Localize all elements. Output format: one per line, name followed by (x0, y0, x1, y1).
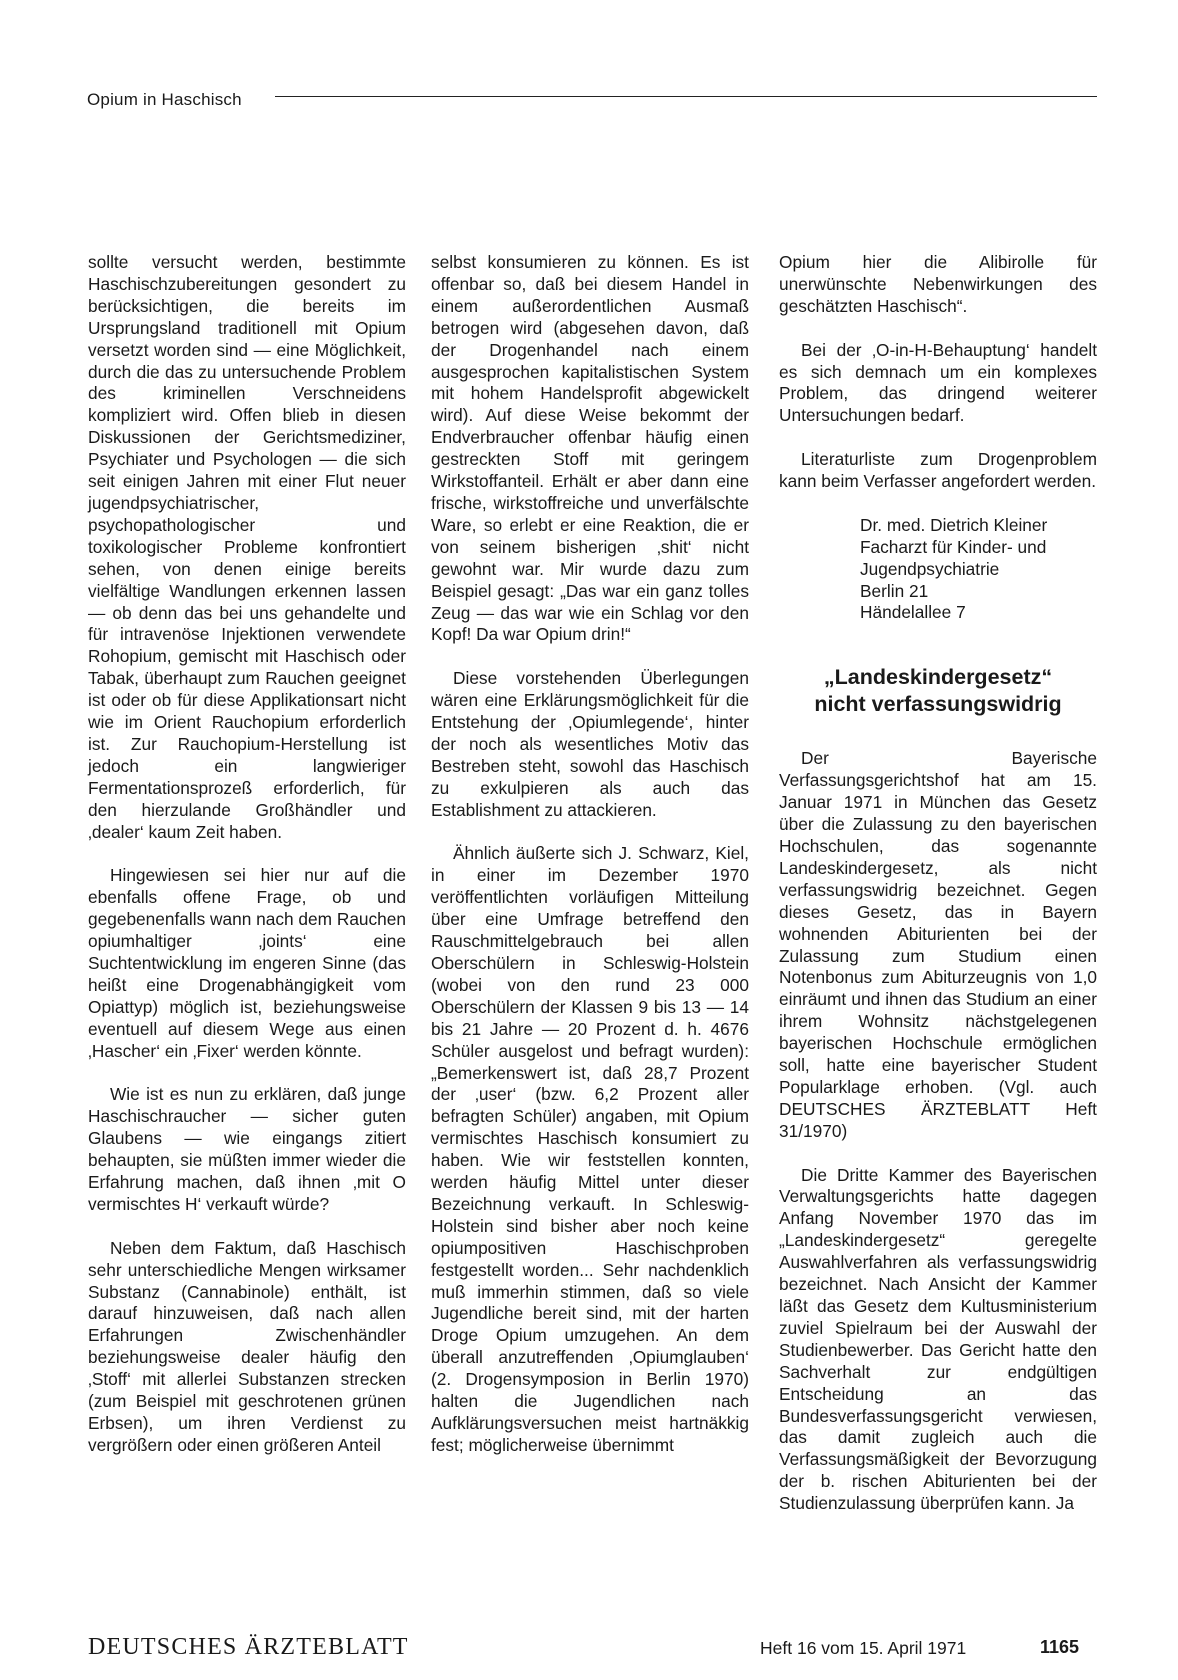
paragraph: Der Bayerische Verfassungsgerichtshof hat am 15. Januar 1971 in München das Gesetz über die Zulassung zu den bayerischen Hochschulen, das sogenannte Landeskindergesetz, als nicht verfassungswidrig bezeichnet. Gegen dieses Gesetz, das in Bayern wohnenden Abiturienten bei der Zulassung zum Studium einen Notenbonus zum Abiturzeugnis von 1,0 einräumt und ihnen das Studium an einer ihrem Wohnsitz nächstgelegenen bayerischen Hochschule ermöglichen soll, hatte eine bayerischer Student Popularklage erhoben. (Vgl. auch DEUTSCHES ÄRZTEBLATT Heft 31/1970) (779, 748, 1097, 1141)
text-column-2 (431, 252, 749, 1457)
paragraph: Bei der ‚O-in-H-Behauptung‘ handelt es sich demnach um ein komplexes Problem, das dringend weiterer Untersuchungen bedarf. (779, 339, 1097, 426)
headline-line: nicht verfassungswidrig (814, 692, 1062, 717)
signature-line: Dr. med. Dietrich Kleiner (860, 514, 1048, 535)
paragraph: Hingewiesen sei hier nur auf die ebenfalls offene Frage, ob und gegebenenfalls wann nach dem Rauchen opiumhaltiger ‚joints‘ eine Suchtentwicklung im engeren Sinne (das heißt eine Drogenabhängigkeit vom Opiattyp) möglich ist, beziehungsweise eventuell auf diesem Wege aus einen ‚Hascher‘ ein ‚Fixer‘ werden könnte. (88, 865, 407, 1061)
author-signature (860, 515, 1097, 625)
paragraph: Ähnlich äußerte sich J. Schwarz, Kiel, in einer im Dezember 1970 veröffentlichten vorläufigen Mitteilung über eine Umfrage betreffend den Rauschmittelgebrauch bei allen Oberschülern in Schleswig-Holstein (wobei von den rund 23 000 Oberschülern der Klassen 9 bis 13 — 14 bis 21 Jahre — 20 Prozent d. h. 4676 Schüler ausgelost und befragt wurden): „Bemerkenswert ist, daß 28,7 Prozent der ‚user‘ (bzw. 6,2 Prozent aller befragten Schüler) angaben, mit Opium vermischtes Haschisch konsumiert zu haben. Wie wir feststellen konnten, werden häufig Mittel unter dieser Bezeichnung verkauft. In Schleswig-Holstein sind bisher aber noch keine opiumpositiven Haschischproben festgestellt worden... Sehr nachdenklich muß immerhin stimmen, daß so viele Jugendliche bereit sind, mit der harten Droge Opium umzugehen. An dem überall anzutreffenden ‚Opiumglauben‘ (2. Drogensymposion in Berlin 1970) halten die Jugendlichen nach Aufklärungsversuchen meist hartnäkkig fest; möglicherweise übernimmt (431, 843, 749, 1455)
publication-name: DEUTSCHES ÄRZTEBLATT (88, 1634, 409, 1660)
article-headline (779, 664, 1097, 718)
signature-line: Facharzt für Kinder- und (860, 536, 1047, 557)
paragraph: Wie ist es nun zu erklären, daß junge Haschischraucher — sicher guten Glaubens — wie eingangs zitiert behaupten, sie müßten immer wieder die Erfahrung machen, daß ihnen ‚mit O vermischtes H‘ verkauft würde? (88, 1084, 406, 1214)
paragraph: Literaturliste zum Drogenproblem kann beim Verfasser angefordert werden. (779, 449, 1097, 492)
running-head: Opium in Haschisch (87, 90, 242, 109)
paragraph: selbst konsumieren zu können. Es ist offenbar so, daß bei diesem Handel in einem außerordentlichen Ausmaß betrogen wird (abgesehen davon, daß der Drogenhandel nach einem ausgesprochen kapitalistischen System mit hohem Handelsprofit abgewickelt wird). Auf diese Weise bekommt der Endverbraucher offenbar häufig einen gestreckten Stoff mit geringem Wirkstoffanteil. Erhält er aber dann eine frische, wirkstoffreiche und unverfälschte Ware, so erlebt er eine Reaktion, die er von seinem bisherigen ‚shit‘ nicht gewohnt war. Mir wurde dazu zum Beispiel gesagt: „Das war ein ganz tolles Zeug — das war wie ein Schlag vor den Kopf! Da war Opium drin!“ (431, 252, 749, 645)
signature-line: Händelallee 7 (860, 602, 966, 623)
paragraph: Die Dritte Kammer des Bayerischen Verwaltungsgerichts hatte dagegen Anfang November 1970 das im „Landeskindergesetz“ geregelte Auswahlverfahren als verfassungswidrig bezeichnet. Nach Ansicht der Kammer läßt das Gesetz dem Kultusministerium zuviel Spielraum bei der Auswahl der Studienbewerber. Das Gericht hatte den Sachverhalt zur endgültigen Entscheidung an das Bundesverfassungsgericht verwiesen, das damit zugleich auch die Verfassungsmäßigkeit der Bevorzugung der b. rischen Abiturienten bei der Studienzulassung überprüfen kann. Ja (779, 1164, 1097, 1514)
headline-line: „Landeskindergesetz“ (823, 665, 1053, 690)
paragraph: Opium hier die Alibirolle für unerwünschte Nebenwirkungen des geschätzten Haschisch“. (779, 252, 1097, 316)
text-column-1 (88, 252, 406, 1457)
text-column-3 (779, 252, 1097, 1515)
paragraph: sollte versucht werden, bestimmte Haschischzubereitungen gesondert zu berücksichtigen, die bereits im Ursprungsland traditionell mit Opium versetzt worden sind — eine Möglichkeit, durch die das zu untersuchende Problem des kriminellen Verschneidens kompliziert wird. Offen blieb in diesen Diskussionen der Gerichtsmediziner, Psychiater und Psychologen — die sich seit einigen Jahren mit einer Flut neuer jugendpsychiatrischer, psychopathologischer und toxikologischer Probleme konfrontiert sehen, von denen einige bereits vielfältige Wandlungen erkennen lassen — ob denn das bei uns gehandelte und für intravenöse Injektionen verwendete Rohopium, gemischt mit Haschisch oder Tabak, überhaupt zum Rauchen geeignet ist oder ob für diese Applikationsart nicht wie im Orient Rauchopium erforderlich ist. Zur Rauchopium-Herstellung ist jedoch ein langwieriger Fermentationsprozeß erforderlich, für den hierzulande Großhändler und ‚dealer‘ kaum Zeit haben. (88, 252, 406, 842)
signature-line: Jugendpsychiatrie (860, 558, 1000, 579)
signature-line: Berlin 21 (860, 580, 929, 601)
page-number: 1165 (1040, 1637, 1080, 1657)
issue-info: Heft 16 vom 15. April 1971 (760, 1638, 967, 1658)
paragraph: Diese vorstehenden Überlegungen wären eine Erklärungsmöglichkeit für die Entstehung der ‚Opiumlegende‘, hinter der noch als wesentliches Motiv das Bestreben steht, sowohl das Haschisch zu exkulpieren als auch das Establishment zu attackieren. (431, 668, 749, 820)
paragraph: Neben dem Faktum, daß Haschisch sehr unterschiedliche Mengen wirksamer Substanz (Cannabinole) enthält, ist darauf hinzuweisen, daß nach allen Erfahrungen Zwischenhändler beziehungsweise dealer häufig den ‚Stoff‘ mit allerlei Substanzen strecken (zum Beispiel mit geschrotenen grünen Erbsen), um ihren Verdienst zu vergrößern oder einen größeren Anteil (88, 1237, 406, 1455)
header-rule (275, 96, 1097, 97)
